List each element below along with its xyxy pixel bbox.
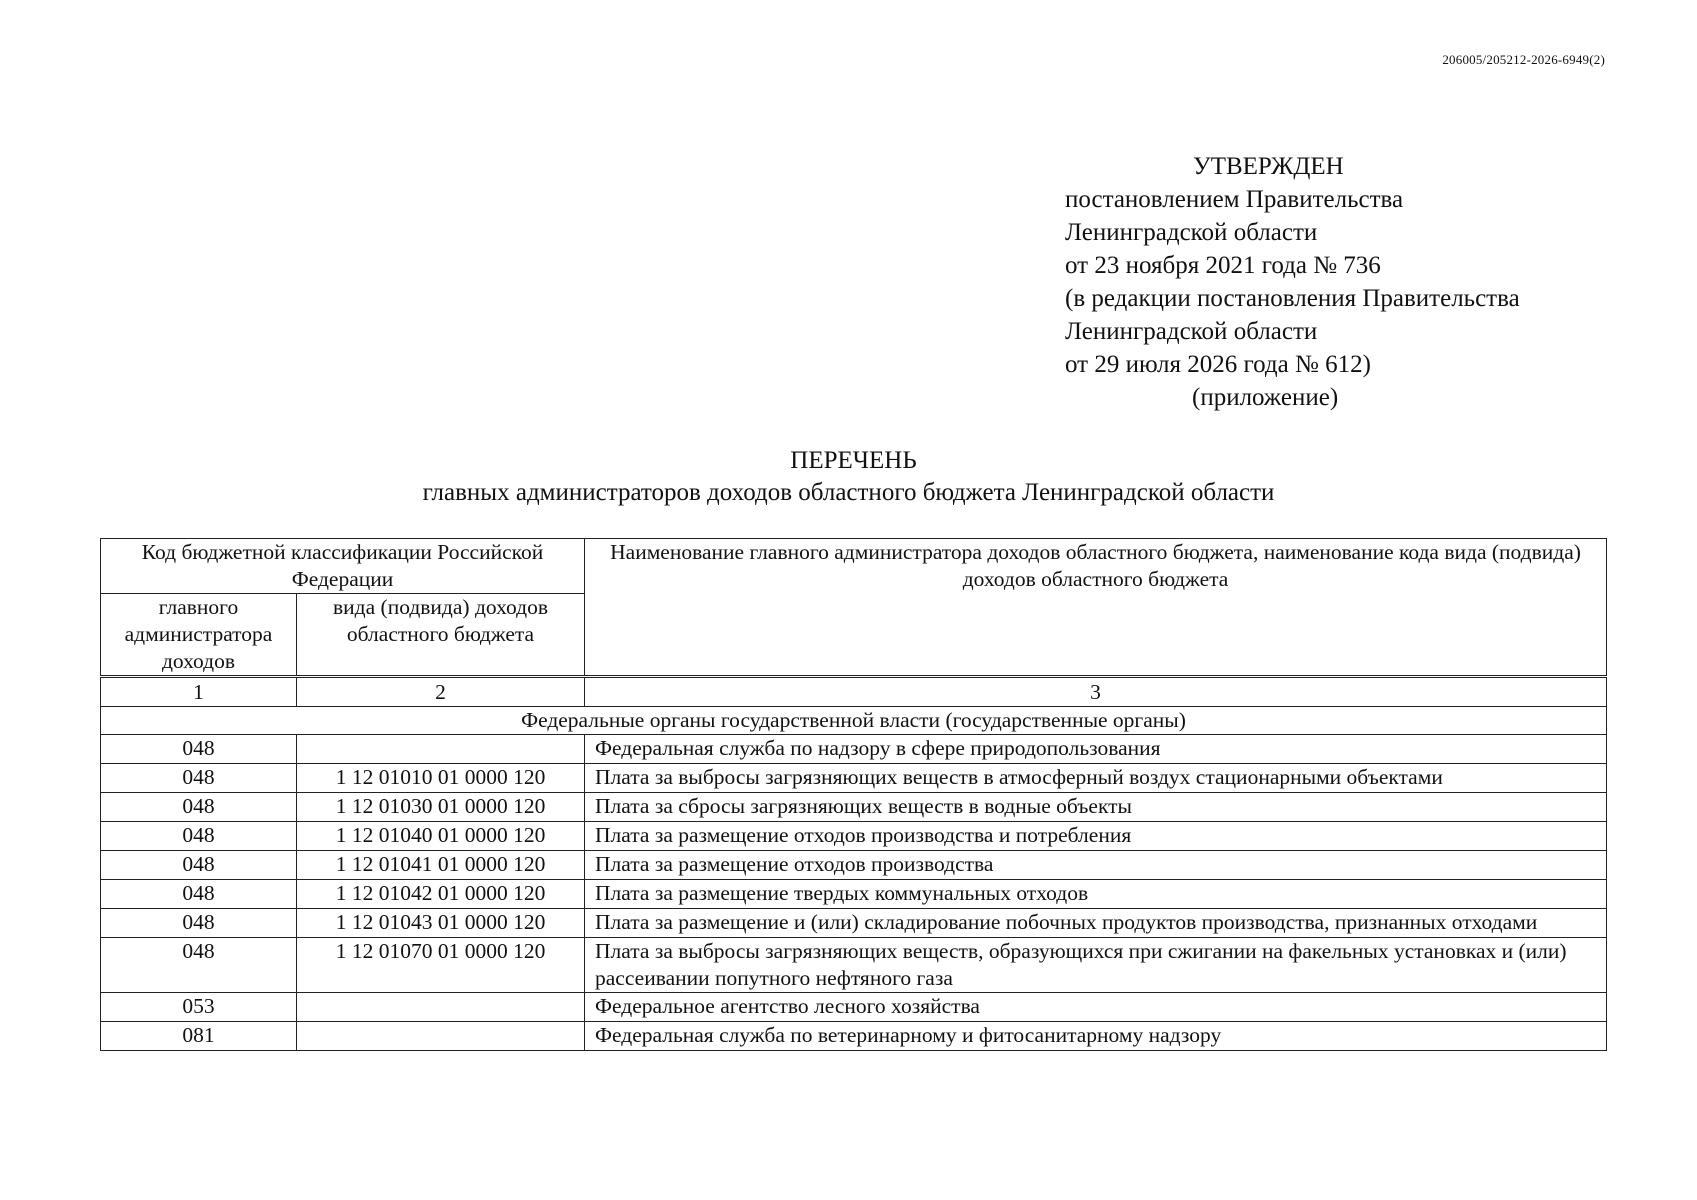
header-code-column: вида (подвида) доходов областного бюджета: [297, 594, 585, 677]
income-code-cell: 1 12 01042 01 0000 120: [297, 880, 585, 909]
table-row: [101, 764, 1607, 793]
header-bk-group: Код бюджетной классификации Российской Федерации: [101, 539, 585, 594]
admin-code-cell: 048: [101, 764, 297, 793]
admin-code-cell: 048: [101, 735, 297, 764]
name-cell: Федеральная служба по надзору в сфере природопользования: [585, 735, 1607, 764]
document-title: [0, 445, 1697, 509]
header-admin-column: главного администратора доходов: [101, 594, 297, 677]
annex-label: (приложение): [1192, 384, 1339, 411]
header-name-column: Наименование главного администратора доходов областного бюджета, наименование кода вида (подвида) доходов областного бюджета: [585, 539, 1607, 677]
table-row: [101, 880, 1607, 909]
section-title: Федеральные органы государственной власти (государственные органы): [101, 707, 1607, 735]
admin-code-cell: 081: [101, 1022, 297, 1051]
income-code-cell: 1 12 01043 01 0000 120: [297, 909, 585, 938]
table-row: [101, 1022, 1607, 1051]
name-cell: Плата за сбросы загрязняющих веществ в водные объекты: [585, 793, 1607, 822]
approval-line: Ленинградской области: [1065, 318, 1318, 345]
approval-line: от 23 ноября 2021 года № 736: [1065, 252, 1381, 279]
admin-code-cell: 048: [101, 938, 297, 993]
income-code-cell: 1 12 01070 01 0000 120: [297, 938, 585, 993]
table-row: [101, 793, 1607, 822]
admin-code-cell: 053: [101, 993, 297, 1022]
approval-line: Ленинградской области: [1065, 219, 1318, 246]
table-row: [101, 735, 1607, 764]
title-line-2: главных администраторов доходов областного бюджета Ленинградской области: [422, 479, 1275, 506]
approval-heading: УТВЕРЖДЕН: [1193, 153, 1344, 180]
table-row: [101, 909, 1607, 938]
name-cell: Плата за выбросы загрязняющих веществ, образующихся при сжигании на факельных установках и (или) рассеивании попутного нефтяного газа: [585, 938, 1607, 993]
approval-line: постановлением Правительства: [1065, 186, 1404, 213]
name-cell: Федеральное агентство лесного хозяйства: [585, 993, 1607, 1022]
title-line-1: ПЕРЕЧЕНЬ: [790, 447, 917, 474]
name-cell: Плата за размещение отходов производства и потребления: [585, 822, 1607, 851]
column-number: 1: [101, 677, 297, 707]
income-code-cell: 1 12 01030 01 0000 120: [297, 793, 585, 822]
name-cell: Плата за размещение и (или) складирование побочных продуктов производства, признанных отходами: [585, 909, 1607, 938]
admin-code-cell: 048: [101, 822, 297, 851]
admin-code-cell: 048: [101, 851, 297, 880]
income-code-cell: 1 12 01010 01 0000 120: [297, 764, 585, 793]
table-row: [101, 938, 1607, 993]
table-row: [101, 822, 1607, 851]
column-number: 2: [297, 677, 585, 707]
column-number: 3: [585, 677, 1607, 707]
table-row: [101, 993, 1607, 1022]
administrators-table: [100, 538, 1607, 1051]
approval-line: от 29 июля 2026 года № 612): [1065, 351, 1371, 378]
name-cell: Федеральная служба по ветеринарному и фитосанитарному надзору: [585, 1022, 1607, 1051]
income-code-cell: [297, 735, 585, 764]
admin-code-cell: 048: [101, 880, 297, 909]
admin-code-cell: 048: [101, 793, 297, 822]
approval-line: (в редакции постановления Правительства: [1065, 285, 1520, 312]
column-numbers-row: [101, 677, 1607, 707]
income-code-cell: 1 12 01041 01 0000 120: [297, 851, 585, 880]
table-row: [101, 851, 1607, 880]
income-code-cell: 1 12 01040 01 0000 120: [297, 822, 585, 851]
income-code-cell: [297, 1022, 585, 1051]
name-cell: Плата за размещение твердых коммунальных отходов: [585, 880, 1607, 909]
document-id: 206005/205212-2026-6949(2): [1442, 52, 1605, 67]
administrators-table-wrapper: [100, 538, 1606, 1051]
income-code-cell: [297, 993, 585, 1022]
approval-block: [1065, 150, 1625, 414]
name-cell: Плата за выбросы загрязняющих веществ в атмосферный воздух стационарными объектами: [585, 764, 1607, 793]
name-cell: Плата за размещение отходов производства: [585, 851, 1607, 880]
admin-code-cell: 048: [101, 909, 297, 938]
section-row: [101, 707, 1607, 735]
